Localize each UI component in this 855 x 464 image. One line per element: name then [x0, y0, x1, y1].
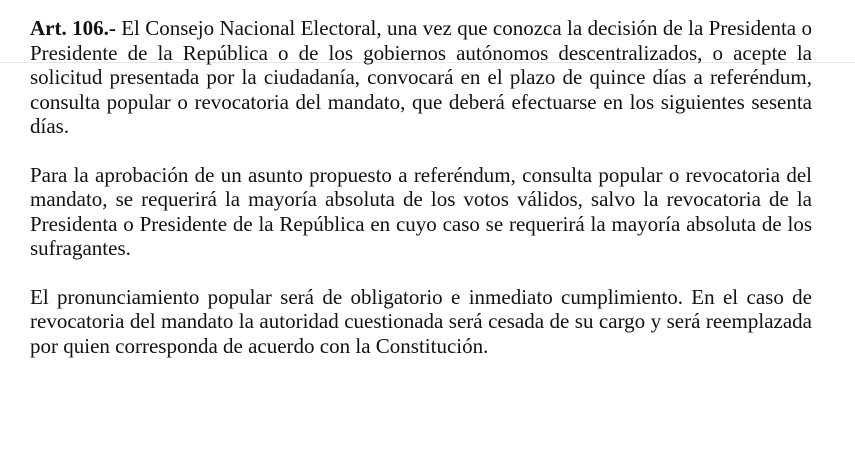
paragraph-3: El pronunciamiento popular será de obligatorio e inmediato cumplimiento. En el caso de revocatoria del mandato la autoridad cuestionada será cesada de su cargo y será reemplazada por quien corresponda de acuerdo con la Constitución.: [30, 284, 812, 358]
article-106: [30, 16, 812, 358]
paragraph-2: Para la aprobación de un asunto propuesto a referéndum, consulta popular o revocatoria del mandato, se requerirá la mayoría absoluta de los votos válidos, salvo la revocatoria de la Presidenta o Presidente de la República en cuyo caso se requerirá la mayoría absoluta de los sufragantes.: [30, 162, 812, 260]
article-label: Art. 106.-: [30, 16, 116, 40]
paragraph-1: [30, 16, 812, 139]
paragraph-1-text: El Consejo Nacional Electoral, una vez que conozca la decisión de la Presidenta o Presidente de la República o de los gobiernos autónomos descentralizados, o acepte la solicitud presentada por la ciudadanía, convocará en el plazo de quince días a referéndum, consulta popular o revocatoria del mandato, que deberá efectuarse en los siguientes sesenta días.: [30, 16, 812, 138]
